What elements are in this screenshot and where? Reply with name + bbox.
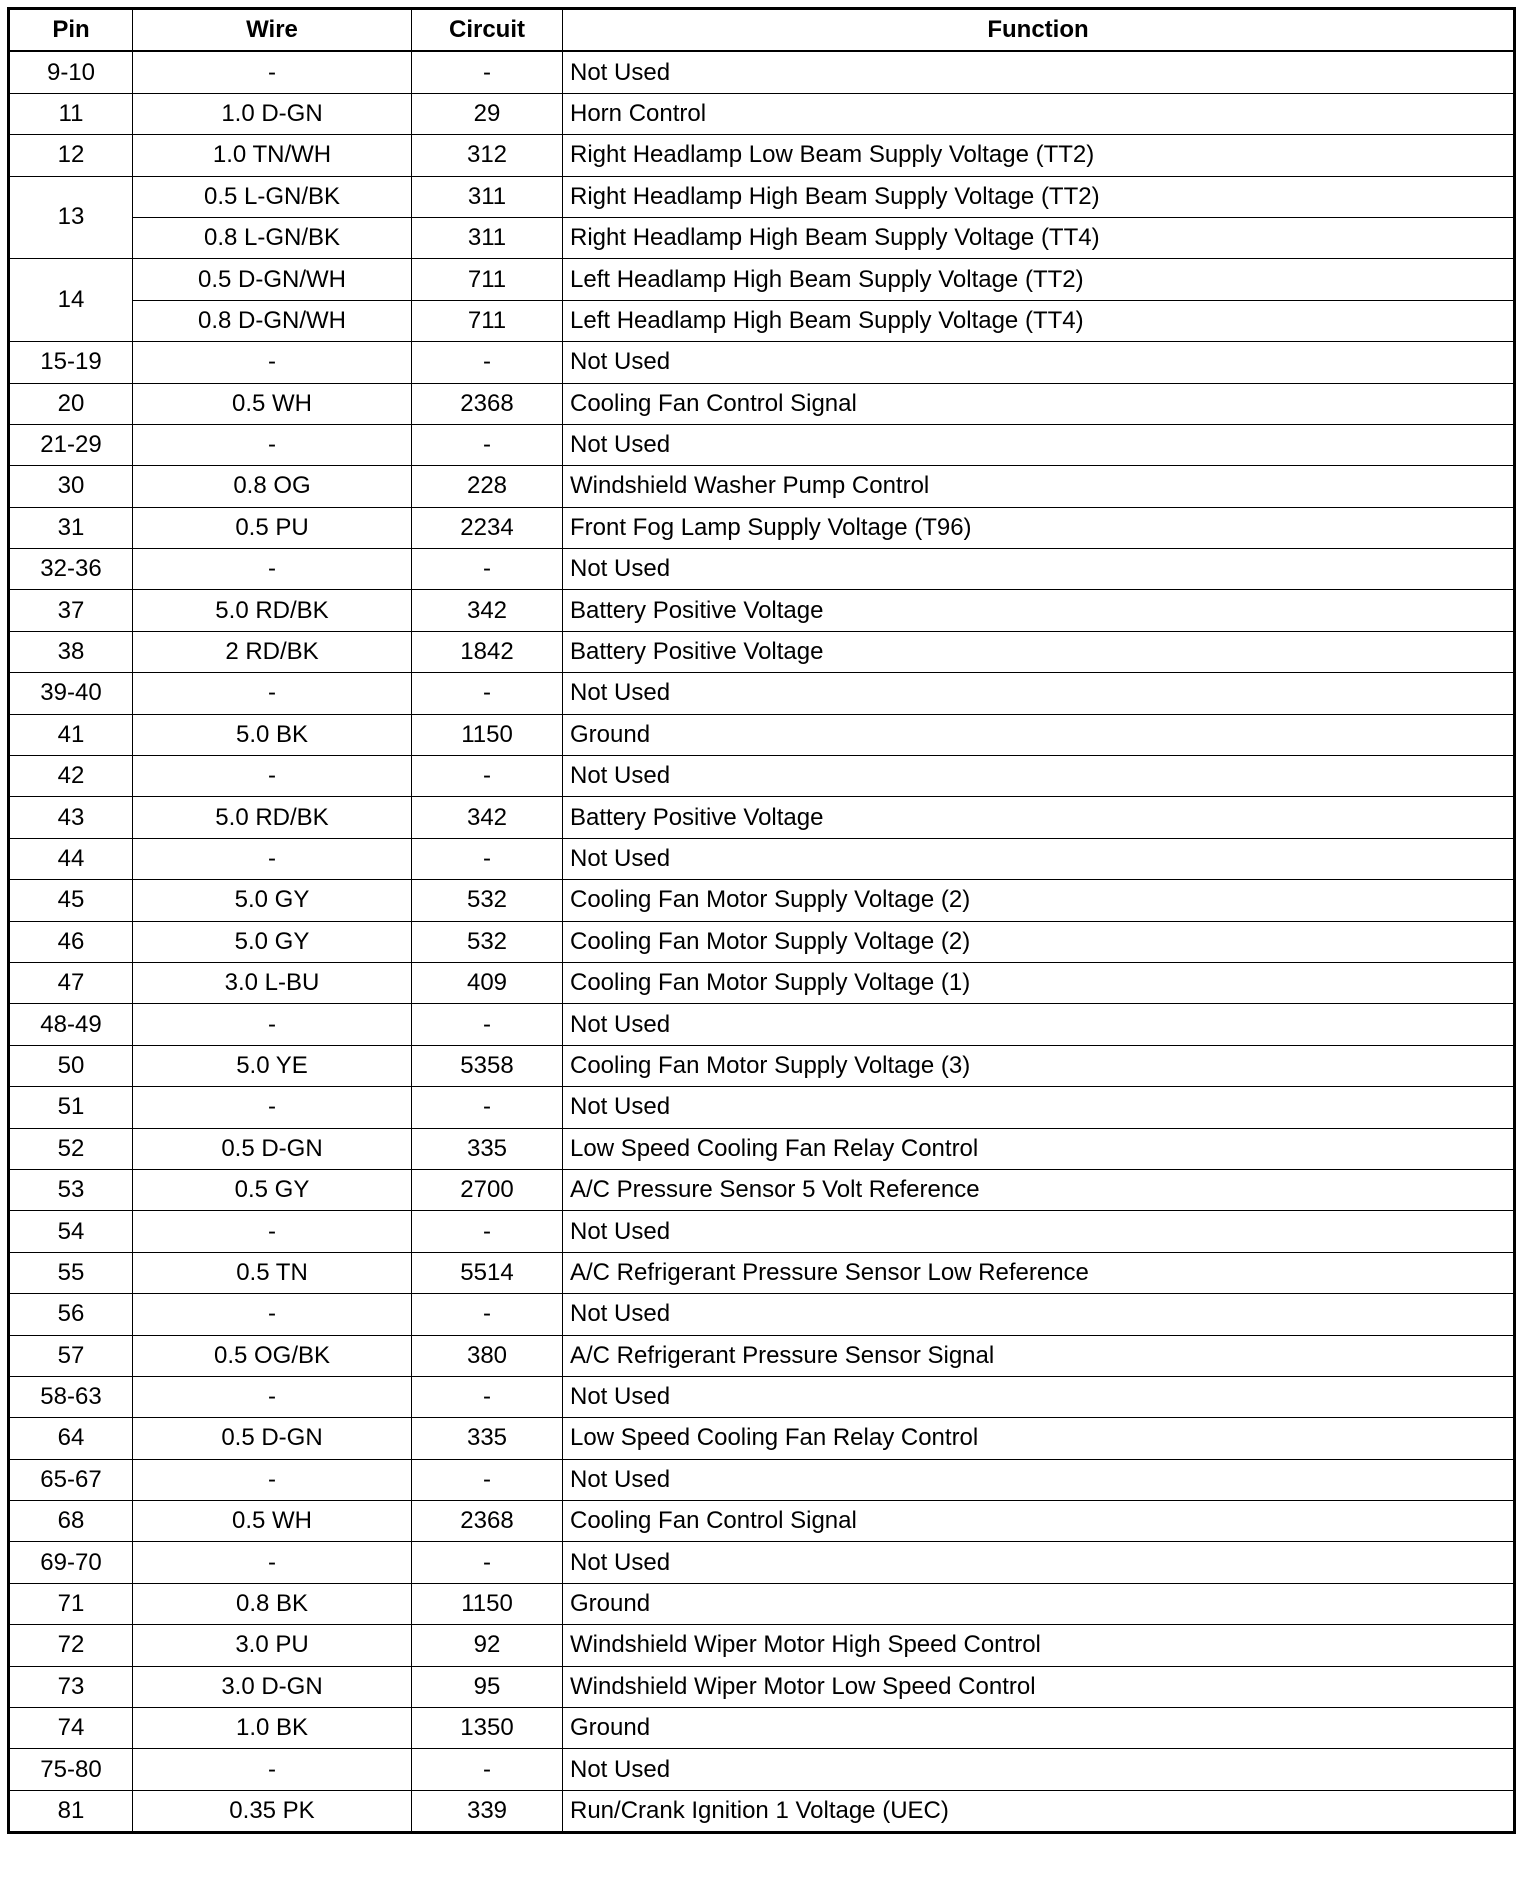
function-cell: Cooling Fan Motor Supply Voltage (2) bbox=[563, 880, 1515, 921]
header-pin: Pin bbox=[9, 9, 133, 52]
table-row bbox=[9, 1335, 1515, 1376]
wire-cell: 0.8 OG bbox=[133, 466, 412, 507]
header-circuit: Circuit bbox=[412, 9, 563, 52]
function-cell: Not Used bbox=[563, 1459, 1515, 1500]
function-cell: Battery Positive Voltage bbox=[563, 631, 1515, 672]
wire-cell: 0.8 L-GN/BK bbox=[133, 217, 412, 258]
circuit-cell: - bbox=[412, 838, 563, 879]
circuit-cell: 312 bbox=[412, 135, 563, 176]
table-row bbox=[9, 1459, 1515, 1500]
circuit-cell: 711 bbox=[412, 300, 563, 341]
table-row bbox=[9, 1542, 1515, 1583]
circuit-cell: 311 bbox=[412, 217, 563, 258]
wire-cell: 5.0 RD/BK bbox=[133, 797, 412, 838]
table-row bbox=[9, 714, 1515, 755]
pin-cell: 44 bbox=[9, 838, 133, 879]
function-cell: Windshield Wiper Motor Low Speed Control bbox=[563, 1666, 1515, 1707]
table-row bbox=[9, 135, 1515, 176]
circuit-cell: 1350 bbox=[412, 1708, 563, 1749]
circuit-cell: - bbox=[412, 1087, 563, 1128]
function-cell: Battery Positive Voltage bbox=[563, 797, 1515, 838]
pin-cell: 71 bbox=[9, 1583, 133, 1624]
function-cell: Front Fog Lamp Supply Voltage (T96) bbox=[563, 507, 1515, 548]
table-row bbox=[9, 507, 1515, 548]
wire-cell: 0.5 WH bbox=[133, 1501, 412, 1542]
pin-cell: 9-10 bbox=[9, 51, 133, 93]
function-cell: Low Speed Cooling Fan Relay Control bbox=[563, 1128, 1515, 1169]
circuit-cell: 532 bbox=[412, 880, 563, 921]
table-row bbox=[9, 1790, 1515, 1832]
function-cell: Ground bbox=[563, 1708, 1515, 1749]
wire-cell: - bbox=[133, 1749, 412, 1790]
function-cell: Not Used bbox=[563, 1376, 1515, 1417]
pin-cell: 68 bbox=[9, 1501, 133, 1542]
wire-cell: 3.0 PU bbox=[133, 1625, 412, 1666]
table-row bbox=[9, 1087, 1515, 1128]
pin-cell: 12 bbox=[9, 135, 133, 176]
function-cell: Horn Control bbox=[563, 93, 1515, 134]
wire-cell: - bbox=[133, 838, 412, 879]
pin-cell: 32-36 bbox=[9, 549, 133, 590]
pin-cell: 54 bbox=[9, 1211, 133, 1252]
wire-cell: 0.5 GY bbox=[133, 1169, 412, 1210]
wire-cell: - bbox=[133, 549, 412, 590]
wire-cell: 0.5 D-GN/WH bbox=[133, 259, 412, 300]
table-row bbox=[9, 590, 1515, 631]
pin-cell: 81 bbox=[9, 1790, 133, 1832]
pin-cell: 31 bbox=[9, 507, 133, 548]
wire-cell: - bbox=[133, 1459, 412, 1500]
table-row bbox=[9, 549, 1515, 590]
pin-cell: 51 bbox=[9, 1087, 133, 1128]
wire-cell: 0.5 TN bbox=[133, 1252, 412, 1293]
circuit-cell: 2368 bbox=[412, 1501, 563, 1542]
circuit-cell: 339 bbox=[412, 1790, 563, 1832]
pin-cell: 50 bbox=[9, 1045, 133, 1086]
function-cell: Ground bbox=[563, 714, 1515, 755]
wire-cell: 0.8 D-GN/WH bbox=[133, 300, 412, 341]
function-cell: Not Used bbox=[563, 838, 1515, 879]
pin-cell: 43 bbox=[9, 797, 133, 838]
wire-cell: - bbox=[133, 1211, 412, 1252]
table-row bbox=[9, 466, 1515, 507]
wire-cell: 0.8 BK bbox=[133, 1583, 412, 1624]
pin-cell: 11 bbox=[9, 93, 133, 134]
function-cell: Not Used bbox=[563, 1294, 1515, 1335]
wire-cell: - bbox=[133, 1294, 412, 1335]
function-cell: Not Used bbox=[563, 1749, 1515, 1790]
function-cell: Cooling Fan Motor Supply Voltage (2) bbox=[563, 921, 1515, 962]
table-row bbox=[9, 1418, 1515, 1459]
table-row bbox=[9, 300, 1515, 341]
table-row bbox=[9, 1169, 1515, 1210]
pin-cell: 64 bbox=[9, 1418, 133, 1459]
pin-cell: 74 bbox=[9, 1708, 133, 1749]
function-cell: Not Used bbox=[563, 424, 1515, 465]
wire-cell: 0.5 D-GN bbox=[133, 1128, 412, 1169]
table-header-row bbox=[9, 9, 1515, 52]
pin-cell: 57 bbox=[9, 1335, 133, 1376]
pin-cell: 75-80 bbox=[9, 1749, 133, 1790]
table-row bbox=[9, 259, 1515, 300]
circuit-cell: 380 bbox=[412, 1335, 563, 1376]
header-function: Function bbox=[563, 9, 1515, 52]
pin-cell: 41 bbox=[9, 714, 133, 755]
wire-cell: 0.5 OG/BK bbox=[133, 1335, 412, 1376]
wire-cell: 5.0 GY bbox=[133, 921, 412, 962]
circuit-cell: - bbox=[412, 1294, 563, 1335]
table-row bbox=[9, 880, 1515, 921]
function-cell: A/C Refrigerant Pressure Sensor Signal bbox=[563, 1335, 1515, 1376]
table-row bbox=[9, 383, 1515, 424]
wire-cell: 0.5 PU bbox=[133, 507, 412, 548]
pin-cell: 14 bbox=[9, 259, 133, 342]
pin-cell: 38 bbox=[9, 631, 133, 672]
table-row bbox=[9, 1583, 1515, 1624]
pin-cell: 37 bbox=[9, 590, 133, 631]
table-row bbox=[9, 93, 1515, 134]
circuit-cell: 5514 bbox=[412, 1252, 563, 1293]
function-cell: Not Used bbox=[563, 51, 1515, 93]
circuit-cell: - bbox=[412, 1211, 563, 1252]
table-row bbox=[9, 1501, 1515, 1542]
table-row bbox=[9, 1749, 1515, 1790]
function-cell: Not Used bbox=[563, 1087, 1515, 1128]
table-row bbox=[9, 1045, 1515, 1086]
circuit-cell: 5358 bbox=[412, 1045, 563, 1086]
wire-cell: 2 RD/BK bbox=[133, 631, 412, 672]
pin-cell: 13 bbox=[9, 176, 133, 259]
pin-cell: 58-63 bbox=[9, 1376, 133, 1417]
function-cell: Not Used bbox=[563, 1211, 1515, 1252]
circuit-cell: - bbox=[412, 1376, 563, 1417]
table-row bbox=[9, 51, 1515, 93]
pin-cell: 55 bbox=[9, 1252, 133, 1293]
wire-cell: - bbox=[133, 424, 412, 465]
pin-cell: 48-49 bbox=[9, 1004, 133, 1045]
table-row bbox=[9, 424, 1515, 465]
circuit-cell: 92 bbox=[412, 1625, 563, 1666]
wire-cell: 1.0 TN/WH bbox=[133, 135, 412, 176]
wire-cell: - bbox=[133, 756, 412, 797]
function-cell: A/C Refrigerant Pressure Sensor Low Reference bbox=[563, 1252, 1515, 1293]
function-cell: Cooling Fan Control Signal bbox=[563, 1501, 1515, 1542]
pin-cell: 46 bbox=[9, 921, 133, 962]
wire-cell: 3.0 D-GN bbox=[133, 1666, 412, 1707]
circuit-cell: 342 bbox=[412, 590, 563, 631]
function-cell: Left Headlamp High Beam Supply Voltage (TT4) bbox=[563, 300, 1515, 341]
circuit-cell: 311 bbox=[412, 176, 563, 217]
circuit-cell: 409 bbox=[412, 962, 563, 1003]
pin-cell: 65-67 bbox=[9, 1459, 133, 1500]
table-row bbox=[9, 1004, 1515, 1045]
table-row bbox=[9, 631, 1515, 672]
function-cell: Not Used bbox=[563, 1542, 1515, 1583]
circuit-cell: - bbox=[412, 1004, 563, 1045]
function-cell: Right Headlamp High Beam Supply Voltage (TT2) bbox=[563, 176, 1515, 217]
function-cell: Cooling Fan Motor Supply Voltage (1) bbox=[563, 962, 1515, 1003]
table-row bbox=[9, 342, 1515, 383]
wire-cell: - bbox=[133, 51, 412, 93]
table-row bbox=[9, 1294, 1515, 1335]
table-row bbox=[9, 756, 1515, 797]
pin-cell: 52 bbox=[9, 1128, 133, 1169]
wire-cell: 5.0 BK bbox=[133, 714, 412, 755]
circuit-cell: 2368 bbox=[412, 383, 563, 424]
pin-cell: 15-19 bbox=[9, 342, 133, 383]
function-cell: Battery Positive Voltage bbox=[563, 590, 1515, 631]
table-row bbox=[9, 1128, 1515, 1169]
circuit-cell: 532 bbox=[412, 921, 563, 962]
circuit-cell: 1150 bbox=[412, 714, 563, 755]
function-cell: Not Used bbox=[563, 1004, 1515, 1045]
table-row bbox=[9, 962, 1515, 1003]
table-row bbox=[9, 1211, 1515, 1252]
pin-cell: 47 bbox=[9, 962, 133, 1003]
pin-cell: 39-40 bbox=[9, 673, 133, 714]
circuit-cell: - bbox=[412, 1749, 563, 1790]
function-cell: Right Headlamp High Beam Supply Voltage (TT4) bbox=[563, 217, 1515, 258]
pin-cell: 69-70 bbox=[9, 1542, 133, 1583]
circuit-cell: - bbox=[412, 1459, 563, 1500]
circuit-cell: 342 bbox=[412, 797, 563, 838]
wire-cell: - bbox=[133, 1542, 412, 1583]
function-cell: Cooling Fan Motor Supply Voltage (3) bbox=[563, 1045, 1515, 1086]
pin-cell: 53 bbox=[9, 1169, 133, 1210]
pin-cell: 42 bbox=[9, 756, 133, 797]
function-cell: Cooling Fan Control Signal bbox=[563, 383, 1515, 424]
pin-cell: 45 bbox=[9, 880, 133, 921]
circuit-cell: 335 bbox=[412, 1128, 563, 1169]
function-cell: Not Used bbox=[563, 549, 1515, 590]
wire-cell: 0.5 L-GN/BK bbox=[133, 176, 412, 217]
table-row bbox=[9, 217, 1515, 258]
circuit-cell: - bbox=[412, 756, 563, 797]
function-cell: Right Headlamp Low Beam Supply Voltage (TT2) bbox=[563, 135, 1515, 176]
circuit-cell: 335 bbox=[412, 1418, 563, 1459]
circuit-cell: 95 bbox=[412, 1666, 563, 1707]
circuit-cell: 2700 bbox=[412, 1169, 563, 1210]
wire-cell: - bbox=[133, 1004, 412, 1045]
pin-cell: 72 bbox=[9, 1625, 133, 1666]
function-cell: Left Headlamp High Beam Supply Voltage (TT2) bbox=[563, 259, 1515, 300]
wire-cell: 0.5 WH bbox=[133, 383, 412, 424]
function-cell: Windshield Washer Pump Control bbox=[563, 466, 1515, 507]
function-cell: Not Used bbox=[563, 673, 1515, 714]
circuit-cell: 1842 bbox=[412, 631, 563, 672]
table-row bbox=[9, 1666, 1515, 1707]
circuit-cell: - bbox=[412, 342, 563, 383]
circuit-cell: - bbox=[412, 1542, 563, 1583]
table-row bbox=[9, 921, 1515, 962]
function-cell: Ground bbox=[563, 1583, 1515, 1624]
wire-cell: 1.0 D-GN bbox=[133, 93, 412, 134]
wire-cell: - bbox=[133, 1376, 412, 1417]
wire-cell: 5.0 RD/BK bbox=[133, 590, 412, 631]
table-row bbox=[9, 838, 1515, 879]
circuit-cell: - bbox=[412, 549, 563, 590]
wire-cell: - bbox=[133, 673, 412, 714]
table-row bbox=[9, 797, 1515, 838]
function-cell: Run/Crank Ignition 1 Voltage (UEC) bbox=[563, 1790, 1515, 1832]
circuit-cell: - bbox=[412, 424, 563, 465]
pin-cell: 21-29 bbox=[9, 424, 133, 465]
wire-cell: - bbox=[133, 342, 412, 383]
table-row bbox=[9, 1252, 1515, 1293]
wire-cell: 1.0 BK bbox=[133, 1708, 412, 1749]
table-body bbox=[9, 51, 1515, 1832]
function-cell: Windshield Wiper Motor High Speed Control bbox=[563, 1625, 1515, 1666]
pin-cell: 73 bbox=[9, 1666, 133, 1707]
pin-cell: 30 bbox=[9, 466, 133, 507]
circuit-cell: 29 bbox=[412, 93, 563, 134]
pin-cell: 20 bbox=[9, 383, 133, 424]
table-row bbox=[9, 1708, 1515, 1749]
function-cell: A/C Pressure Sensor 5 Volt Reference bbox=[563, 1169, 1515, 1210]
wire-cell: 3.0 L-BU bbox=[133, 962, 412, 1003]
function-cell: Low Speed Cooling Fan Relay Control bbox=[563, 1418, 1515, 1459]
circuit-cell: - bbox=[412, 673, 563, 714]
pin-cell: 56 bbox=[9, 1294, 133, 1335]
table-row bbox=[9, 673, 1515, 714]
circuit-cell: 228 bbox=[412, 466, 563, 507]
circuit-cell: 1150 bbox=[412, 1583, 563, 1624]
wire-cell: - bbox=[133, 1087, 412, 1128]
table-row bbox=[9, 176, 1515, 217]
wire-cell: 0.35 PK bbox=[133, 1790, 412, 1832]
wire-cell: 5.0 GY bbox=[133, 880, 412, 921]
table-row bbox=[9, 1376, 1515, 1417]
table-row bbox=[9, 1625, 1515, 1666]
circuit-cell: 2234 bbox=[412, 507, 563, 548]
function-cell: Not Used bbox=[563, 342, 1515, 383]
wire-cell: 0.5 D-GN bbox=[133, 1418, 412, 1459]
header-wire: Wire bbox=[133, 9, 412, 52]
function-cell: Not Used bbox=[563, 756, 1515, 797]
circuit-cell: - bbox=[412, 51, 563, 93]
circuit-cell: 711 bbox=[412, 259, 563, 300]
connector-pinout-table bbox=[7, 7, 1516, 1834]
wire-cell: 5.0 YE bbox=[133, 1045, 412, 1086]
